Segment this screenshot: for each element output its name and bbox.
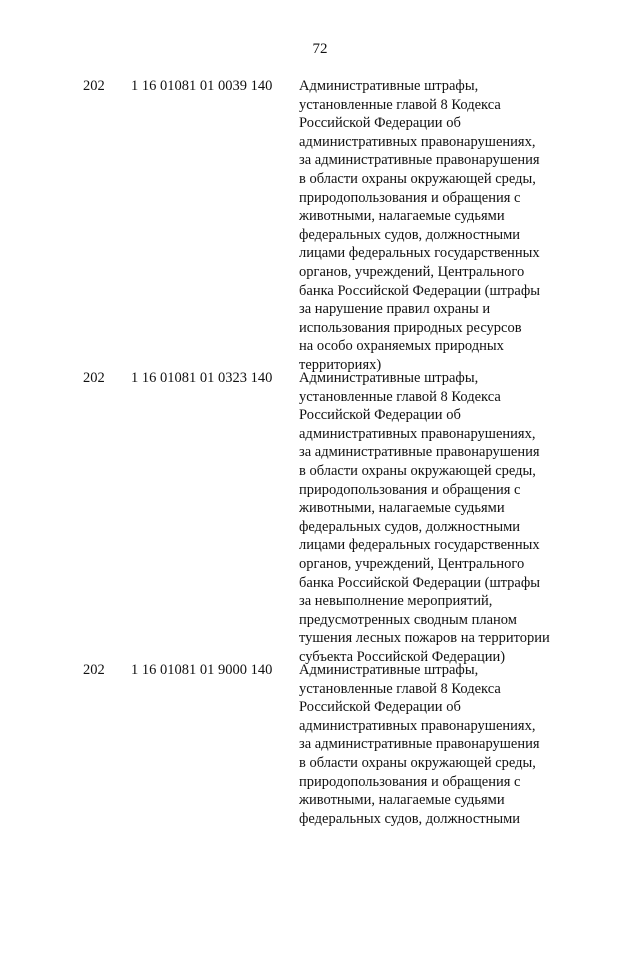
description-line: животными, налагаемые судьями [299, 792, 505, 809]
description-line: административных правонарушениях, [299, 717, 536, 734]
description-line: органов, учреждений, Центрального [299, 263, 525, 280]
description-line: тушения лесных пожаров на территории [299, 630, 550, 647]
admin-code: 202 [83, 662, 105, 678]
entry-description [299, 77, 569, 375]
entry-description [299, 369, 569, 667]
description-line: на особо охраняемых природных [299, 338, 504, 355]
admin-code: 202 [83, 78, 105, 94]
description-line: предусмотренных сводным планом [299, 611, 517, 628]
kbk-code: 1 16 01081 01 9000 140 [131, 662, 273, 678]
description-line: банка Российской Федерации (штрафы [299, 574, 540, 591]
description-line: федеральных судов, должностными [299, 810, 521, 827]
table-row [0, 77, 640, 373]
description-line: лицами федеральных государственных [299, 537, 540, 554]
description-line: Административные штрафы, [299, 662, 479, 678]
kbk-code: 1 16 01081 01 0039 140 [131, 78, 273, 94]
description-line: территориях) [299, 356, 382, 373]
description-line: природопользования и обращения с [299, 773, 521, 790]
description-line: субъекта Российской Федерации) [299, 648, 506, 665]
description-line: за административные правонарушения [299, 152, 540, 169]
table-row [0, 661, 640, 953]
description-line: за административные правонарушения [299, 444, 540, 461]
description-line: федеральных судов, должностными [299, 226, 521, 243]
description-line: Российской Федерации об [299, 115, 461, 132]
description-line: природопользования и обращения с [299, 189, 521, 206]
page-number: 72 [312, 41, 328, 57]
description-line: административных правонарушениях, [299, 425, 536, 442]
description-line: Административные штрафы, [299, 78, 479, 94]
description-line: в области охраны окружающей среды, [299, 462, 536, 479]
description-line: банка Российской Федерации (штрафы [299, 282, 540, 299]
description-line: в области охраны окружающей среды, [299, 754, 536, 771]
description-line: животными, налагаемые судьями [299, 500, 505, 517]
fine-codes-table [0, 77, 640, 953]
description-line: Административные штрафы, [299, 370, 479, 386]
description-line: животными, налагаемые судьями [299, 208, 505, 225]
admin-code: 202 [83, 370, 105, 386]
description-line: лицами федеральных государственных [299, 245, 540, 262]
description-line: установленные главой 8 Кодекса [299, 680, 501, 697]
description-line: органов, учреждений, Центрального [299, 555, 525, 572]
description-line: федеральных судов, должностными [299, 518, 521, 535]
description-line: в области охраны окружающей среды, [299, 170, 536, 187]
entry-description [299, 661, 569, 828]
description-line: административных правонарушениях, [299, 133, 536, 150]
description-line: Российской Федерации об [299, 407, 461, 424]
description-line: природопользования и обращения с [299, 481, 521, 498]
description-line: установленные главой 8 Кодекса [299, 96, 501, 113]
description-line: за нарушение правил охраны и [299, 301, 491, 318]
description-line: установленные главой 8 Кодекса [299, 388, 501, 405]
description-line: использования природных ресурсов [299, 319, 522, 336]
kbk-code: 1 16 01081 01 0323 140 [131, 370, 273, 386]
description-line: за невыполнение мероприятий, [299, 593, 493, 610]
description-line: Российской Федерации об [299, 699, 461, 716]
table-row [0, 369, 640, 665]
description-line: за административные правонарушения [299, 736, 540, 753]
